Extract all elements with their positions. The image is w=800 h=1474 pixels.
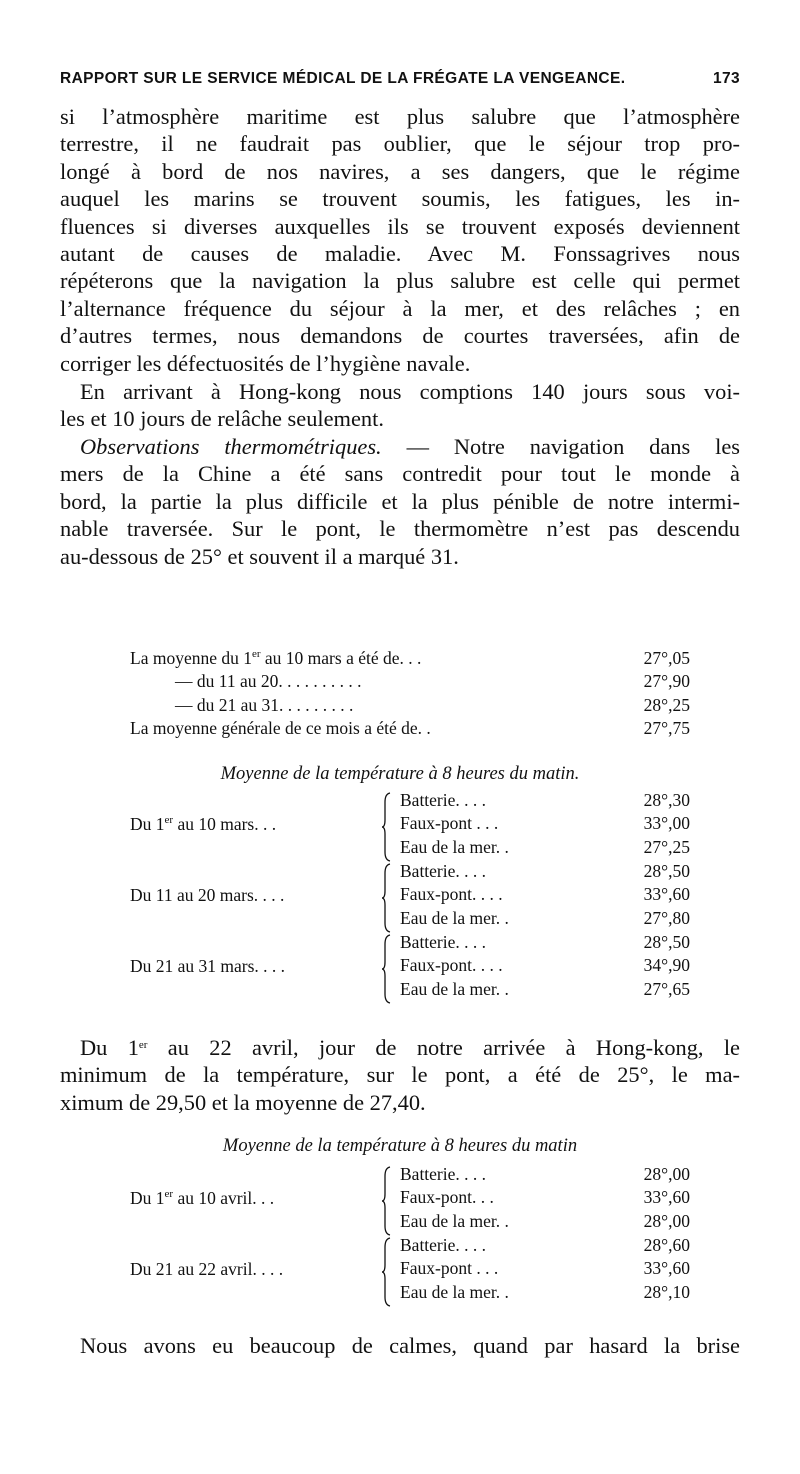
location-list: [400, 861, 690, 931]
text-line: mers de la Chine a été sans contredit pour tout le monde à: [60, 461, 740, 487]
location-label: Eau de la mer. .: [400, 1281, 509, 1302]
brace-icon: [382, 863, 392, 933]
paragraph-calms: [60, 1332, 740, 1359]
temperature-value: 28°,00: [643, 1164, 690, 1184]
location-list: [400, 1235, 690, 1305]
temperature-value: 27°,80: [643, 907, 690, 928]
stat-label: — du 11 au 20. . . . . . . . . .: [175, 671, 362, 692]
running-title: RAPPORT SUR LE SERVICE MÉDICAL DE LA FRÉGATE LA VENGEANCE.: [60, 70, 626, 87]
location-label: Faux-pont. . . .: [400, 884, 503, 905]
location-row: [400, 955, 690, 978]
location-label: Batterie. . . .: [400, 1235, 487, 1255]
text-line: au-dessous de 25° et souvent il a marqué 31.: [60, 543, 459, 569]
text-line: auquel les marins se trouvent soumis, les fatigues, les in-: [60, 186, 740, 212]
stat-label: La moyenne du 1er au 10 mars a été de. . .: [130, 648, 422, 668]
location-label: Eau de la mer. .: [400, 978, 509, 999]
brace-icon: [382, 1237, 392, 1307]
location-label: Batterie. . . .: [400, 790, 487, 810]
location-list: [400, 932, 690, 1002]
location-row: [400, 1164, 690, 1187]
temperature-group: [130, 932, 690, 1002]
temperature-value: 28°,60: [643, 1235, 690, 1255]
stat-row: [130, 694, 690, 717]
brace-icon: [382, 1166, 392, 1236]
text-line: si l’atmosphère maritime est plus salubre que l’atmosphère: [60, 104, 740, 129]
temperature-value: 34°,90: [643, 955, 690, 976]
stat-value: 27°,75: [643, 717, 690, 738]
temperature-value: 28°,30: [643, 790, 690, 810]
period-label: Du 1er au 10 mars. . .: [130, 814, 277, 834]
location-row: [400, 908, 690, 931]
location-row: [400, 1282, 690, 1305]
text-line: bord, la partie la plus difficile et la plus pénible de notre intermi-: [60, 488, 740, 514]
location-label: Batterie. . . .: [400, 932, 487, 952]
location-row: [400, 1211, 690, 1234]
text-line: terrestre, il ne faudrait pas oublier, que le séjour trop pro-: [60, 131, 740, 157]
stat-value: 27°,05: [643, 648, 690, 668]
location-label: Eau de la mer. .: [400, 836, 509, 857]
temperature-value: 33°,60: [643, 1187, 690, 1208]
location-label: Eau de la mer. .: [400, 1210, 509, 1231]
location-row: [400, 1187, 690, 1210]
temperature-value: 27°,65: [643, 978, 690, 999]
period-label: Du 1er au 10 avril. . .: [130, 1188, 275, 1208]
period-label: Du 11 au 20 mars. . . .: [130, 885, 285, 905]
temperature-group: [130, 790, 690, 860]
temperature-value: 33°,60: [643, 884, 690, 905]
location-list: [400, 1164, 690, 1234]
temperature-value: 27°,25: [643, 836, 690, 857]
location-row: [400, 861, 690, 884]
stat-row: [130, 717, 690, 740]
text-line: répéterons que la navigation la plus salubre est celle qui permet: [60, 268, 740, 294]
temperature-value: 33°,00: [643, 813, 690, 834]
stat-value: 27°,90: [643, 671, 690, 692]
temperature-value: 28°,00: [643, 1210, 690, 1231]
text-line: autant de causes de maladie. Avec M. Fonssagrives nous: [60, 240, 740, 266]
temperature-value: 33°,60: [643, 1258, 690, 1279]
location-label: Eau de la mer. .: [400, 907, 509, 928]
location-row: [400, 1235, 690, 1258]
paragraph-april-temperatures: [60, 1034, 740, 1116]
temperature-value: 28°,50: [643, 861, 690, 881]
temperature-value: 28°,50: [643, 932, 690, 952]
text-line: ximum de 29,50 et la moyenne de 27,40.: [60, 1089, 426, 1115]
page-number: 173: [712, 70, 740, 87]
temperature-group: [130, 861, 690, 931]
stat-row: [130, 670, 690, 693]
stat-row: [130, 647, 690, 670]
brace-icon: [382, 792, 392, 862]
running-header: [60, 70, 740, 88]
location-label: Faux-pont. . .: [400, 1187, 494, 1208]
text-line: l’alternance fréquence du séjour à la mer, et des relâches ; en: [60, 295, 740, 321]
text-line: Du 1er au 22 avril, jour de notre arrivée à Hong-kong, le: [80, 1035, 740, 1060]
caption-march-morning: Moyenne de la température à 8 heures du matin.: [220, 764, 580, 784]
location-label: Faux-pont . . .: [400, 1258, 499, 1279]
text-line: [60, 433, 740, 460]
paragraph-hong-kong-arrival: [60, 378, 740, 433]
location-row: [400, 979, 690, 1002]
heading-continuation: — Notre navigation dans les: [381, 434, 740, 459]
location-label: Faux-pont . . .: [400, 813, 499, 834]
section-heading: Observations thermométriques.: [80, 434, 382, 459]
text-line: Nous avons eu beaucoup de calmes, quand par hasard la brise: [80, 1333, 740, 1358]
location-list: [400, 790, 690, 860]
location-row: [400, 932, 690, 955]
text-line: les et 10 jours de relâche seulement.: [60, 406, 384, 432]
location-row: [400, 813, 690, 836]
location-row: [400, 884, 690, 907]
paragraph-thermometric-observations: [60, 433, 740, 570]
location-label: Batterie. . . .: [400, 861, 487, 881]
paragraph-hygiene: [60, 103, 740, 377]
stat-label: La moyenne générale de ce mois a été de. .: [130, 717, 431, 738]
text-line: nable traversée. Sur le pont, le thermomètre n’est pas descendu: [60, 516, 740, 542]
text-line: minimum de la température, sur le pont, a été de 25°, le ma-: [60, 1062, 740, 1088]
text-line: fluences si diverses auxquelles ils se trouvent exposés deviennent: [60, 213, 740, 239]
location-label: Batterie. . . .: [400, 1164, 487, 1184]
text-line: En arrivant à Hong-kong nous comptions 140 jours sous voi-: [80, 379, 740, 404]
caption-april-morning: Moyenne de la température à 8 heures du matin: [222, 1136, 578, 1156]
temperature-value: 28°,10: [643, 1281, 690, 1302]
location-label: Faux-pont. . . .: [400, 955, 503, 976]
text-line: d’autres termes, nous demandons de courtes traversées, afin de: [60, 323, 740, 349]
stat-label: — du 21 au 31. . . . . . . . .: [175, 694, 354, 715]
location-row: [400, 790, 690, 813]
text-line: longé à bord de nos navires, a ses dangers, que le régime: [60, 158, 740, 184]
brace-icon: [382, 934, 392, 1004]
stat-value: 28°,25: [643, 694, 690, 715]
location-row: [400, 1258, 690, 1281]
temperature-group: [130, 1164, 690, 1234]
temperature-group: [130, 1235, 690, 1305]
march-averages-list: [130, 647, 690, 740]
location-row: [400, 837, 690, 860]
period-label: Du 21 au 22 avril. . . .: [130, 1259, 284, 1279]
text-line: corriger les défectuosités de l’hygiène navale.: [60, 350, 471, 376]
period-label: Du 21 au 31 mars. . . .: [130, 956, 286, 976]
